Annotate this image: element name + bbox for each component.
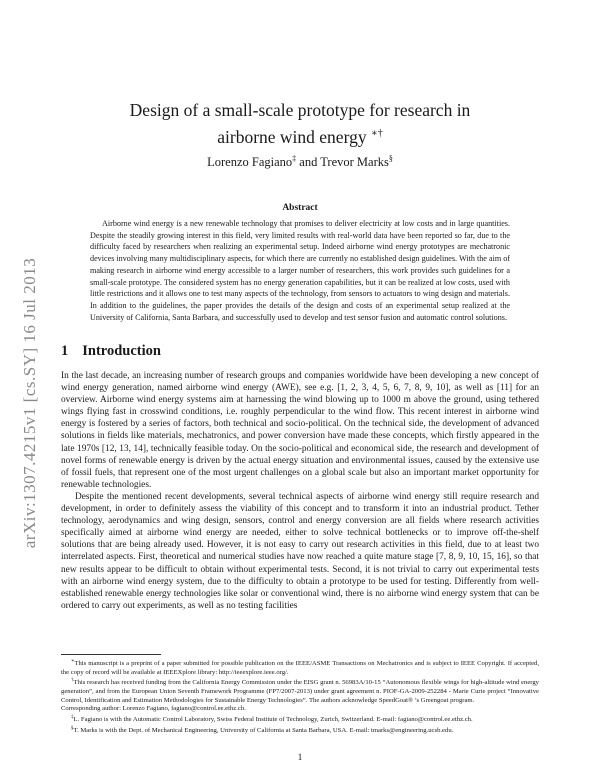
footnote-funding (61, 677, 539, 705)
footnote-fagiano-text: L. Fagiano is with the Automatic Control Laboratory, Swiss Federal Institute of Technology, Zurich, Switzerland. E-mail: fagiano@control.ee.ethz.ch. (73, 716, 473, 724)
author-list (70, 154, 530, 170)
footnote-divider (61, 654, 161, 655)
footnote-marks (61, 725, 539, 736)
paper-title (70, 98, 530, 149)
footnote-preprint-text: This manuscript is a preprint of a paper submitted for possible publication on the IEEE/ASME Transactions on Mechatronics and is subject to IEEE Copyright. If accepted, the copy of record will be available at IEEEXplore library: http://ieeexplore.ieee.org/. (61, 660, 539, 676)
footnote-marks-text: T. Marks is with the Dept. of Mechanical Engineering, University of California at Santa Barbara, USA. E-mail: tmarks@engineering.ucsb.edu. (73, 727, 454, 735)
footnote-corresponding: Corresponding author: Lorenzo Fagiano, fagiano@control.ee.ethz.ch. (61, 705, 246, 713)
title-line-2-text: airborne wind energy (217, 126, 367, 147)
author-marks: Trevor Marks (320, 155, 389, 170)
footnote-fagiano (61, 714, 539, 725)
footnote-marks-mark: § (71, 725, 74, 731)
abstract-text: Airborne wind energy is a new renewable technology that promises to deliver electricity at low costs and in large quantities. Despite the steadily growing interest in this field, very limited results with real-world data have been reported so far, due to the difficulty faced by researchers when realizing an experimental setup. Indeed airborne wind energy prototypes are mechatronic devices involving many multidisciplinary aspects, for which there are currently no established design guidelines. With the aim of making research in airborne wind energy accessible to a larger number of researchers, this work provides such guidelines for a small-scale prototype. The considered system has no energy generation capabilities, but it can be realized at low costs, used with little restrictions and it allows one to test many aspects of the technology, from sensors to actuators to wing design and materials. In addition to the guidelines, the paper provides the details of the design and costs of an experimental setup realized at the University of California, Santa Barbara, and successfully used to develop and test sensor fusion and automatic control solutions. (90, 219, 510, 322)
footnote-preprint (61, 658, 539, 677)
footnote-funding-mark: † (71, 678, 74, 684)
author-conjunction: and (296, 155, 321, 170)
section-heading (61, 343, 161, 360)
footnote-fagiano-mark: ‡ (71, 715, 74, 720)
arxiv-stamp (10, 218, 50, 588)
abstract-heading: Abstract (282, 203, 318, 213)
section-number: 1 (61, 343, 69, 359)
author-fagiano-mark: ‡ (292, 154, 297, 163)
title-footnote-marks: ∗† (370, 128, 383, 139)
section-title: Introduction (82, 343, 161, 359)
footnotes (61, 658, 539, 736)
author-marks-mark: § (388, 154, 393, 163)
page-number: 1 (297, 753, 303, 763)
intro-paragraph-2: Despite the mentioned recent developments, several technical aspects of airborne wind energy still require research and development, in order to definitely assess the viability of this concept and to transform it into an industrial product. Tether technology, aerodynamics and wing design, sensors, control and energy conversion are all fields where research activities specifically aimed at airborne wind energy are needed, either to solve technical bottlenecks or to improve off-the-shelf solutions that are being already used. However, it is not easy to carry out research activities in this field, due to at least two interrelated aspects. First, theoretical and numerical studies have now reached a quite mature stage [7, 8, 9, 10, 15, 16], so that new results appear to be difficult to obtain without experimental tests. Second, it is not trivial to carry out experimental tests with an airborne wind energy system, due to the difficulty to obtain a prototype to be used for testing. Differently from well-established renewable energy technologies like solar or conventional wind, there is no airborne wind energy system that can be ordered to carry out experiments, as well as no testing facilities (61, 491, 539, 611)
intro-paragraph-1: In the last decade, an increasing number of research groups and companies worldwide have been developing a new concept of wind energy generation, named airborne wind energy (AWE), see e.g. [1, 2, 3, 4, 5, 6, 7, 8, 9, 10], as well as [11] for an overview. Airborne wind energy systems aim at harnessing the wind blowing up to 1000 m above the ground, using tethered wings flying fast in crosswind conditions, i.e. roughly perpendicular to the wind flow. This recent interest in airborne wind energy is fostered by a series of factors, both technical and socio-political. On the technical side, the development of advanced solutions in fields like materials, mechatronics, and power conversion have made these concepts, which firstly appeared in the late 1970s [12, 13, 14], technically feasible today. On the socio-political and economical side, the research and development of novel forms of renewable energy is driven by the actual energy situation and environmental issues, caused by the extensive use of fossil fuels, that represent one of the most urgent challenges on a global scale but also an important market opportunity for renewable technologies. (61, 371, 539, 490)
footnote-preprint-mark: ∗ (71, 659, 75, 664)
body-text (61, 370, 539, 612)
title-line-1: Design of a small-scale prototype for research in (129, 100, 471, 120)
footnote-funding-text: This research has received funding from the California Energy Commission under the EISG grant n. 56983A/10-15 “Autonomous flexible wings for high-altitude wind energy generation”, and from the European Union Seventh Framework Programme (FP7/2007-2013) under grant agreement n. PIOF-GA-2009-252284 - Marie Curie project “Innovative Control, Identification and Estimation Methodologies for Sustainable Energy Technologies”. The authors acknowledge SpeedGoat® ’s Greengoat program. (61, 679, 540, 704)
arxiv-identifier: arXiv:1307.4215v1 [cs.SY] 16 Jul 2013 (20, 257, 39, 549)
author-fagiano: Lorenzo Fagiano (207, 155, 293, 170)
title-line-2 (70, 122, 530, 149)
